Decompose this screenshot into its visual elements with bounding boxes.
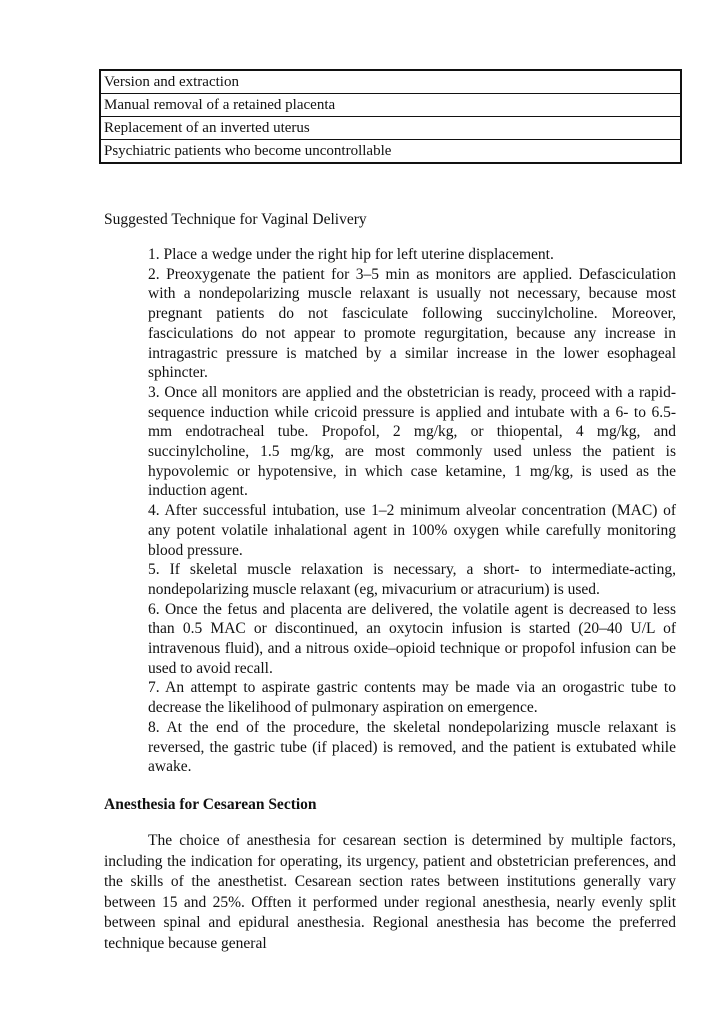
list-item: 4. After successful intubation, use 1–2 minimum alveolar concentration (MAC) of any potent volatile inhalational agent in 100% oxygen while carefully monitoring blood pressure. <box>148 502 676 559</box>
list-item: 6. Once the fetus and placenta are delivered, the volatile agent is decreased to less than 0.5 MAC or discontinued, an oxytocin infusion is started (20–40 U/L of intravenous fluid), and a nitrous oxide–opioid technique or propofol infusion can be used to avoid recall. <box>148 600 676 677</box>
table-cell: Manual removal of a retained placenta <box>100 94 681 117</box>
list-item: 7. An attempt to aspirate gastric contents may be made via an orogastric tube to decrease the likelihood of pulmonary aspiration on emergence. <box>148 679 676 717</box>
indications-table <box>99 69 682 164</box>
vaginal-delivery-steps <box>148 245 676 777</box>
table-row <box>100 140 681 164</box>
table-cell: Version and extraction <box>100 70 681 94</box>
table-row <box>100 94 681 117</box>
list-item: 8. At the end of the procedure, the skeletal nondepolarizing muscle relaxant is reversed, the gastric tube (if placed) is removed, and the patient is extubated while awake. <box>148 718 676 776</box>
table-cell: Replacement of an inverted uterus <box>100 117 681 140</box>
list-item: 1. Place a wedge under the right hip for left uterine displacement. <box>148 246 554 263</box>
cesarean-paragraph: The choice of anesthesia for cesarean section is determined by multiple factors, including the indication for operating, its urgency, patient and obstetrician preferences, and the skills of the anesthetist. Cesarean section rates between institutions generally vary between 15 and 25%. Offten it performed under regional anesthesia, nearly evenly split between spinal and epidural anesthesia. Regional anesthesia has become the preferred technique because general <box>104 832 676 952</box>
list-item: 2. Preoxygenate the patient for 3–5 min as monitors are applied. Defasciculation with a nondepolarizing muscle relaxant is usually not necessary, because most pregnant patients do not fasciculate following succinylcholine. Moreover, fasciculations do not appear to promote regurgitation, because any increase in intragastric pressure is matched by a similar increase in the lower esophageal sphincter. <box>148 265 676 382</box>
vaginal-delivery-heading: Suggested Technique for Vaginal Delivery <box>104 211 367 228</box>
list-item: 5. If skeletal muscle relaxation is necessary, a short- to intermediate-acting, nondepolarizing muscle relaxant (eg, mivacurium or atracurium) is used. <box>148 561 676 598</box>
list-item: 3. Once all monitors are applied and the obstetrician is ready, proceed with a rapid-sequence induction while cricoid pressure is applied and intubate with a 6- to 6.5-mm endotracheal tube. Propofol, 2 mg/kg, or thiopental, 4 mg/kg, and succinylcholine, 1.5 mg/kg, are most commonly used unless the patient is hypovolemic or hypotensive, in which case ketamine, 1 mg/kg, is used as the induction agent. <box>148 383 676 500</box>
table-row <box>100 117 681 140</box>
table-cell: Psychiatric patients who become uncontrollable <box>100 140 681 164</box>
table-row <box>100 70 681 94</box>
cesarean-heading: Anesthesia for Cesarean Section <box>104 796 317 813</box>
